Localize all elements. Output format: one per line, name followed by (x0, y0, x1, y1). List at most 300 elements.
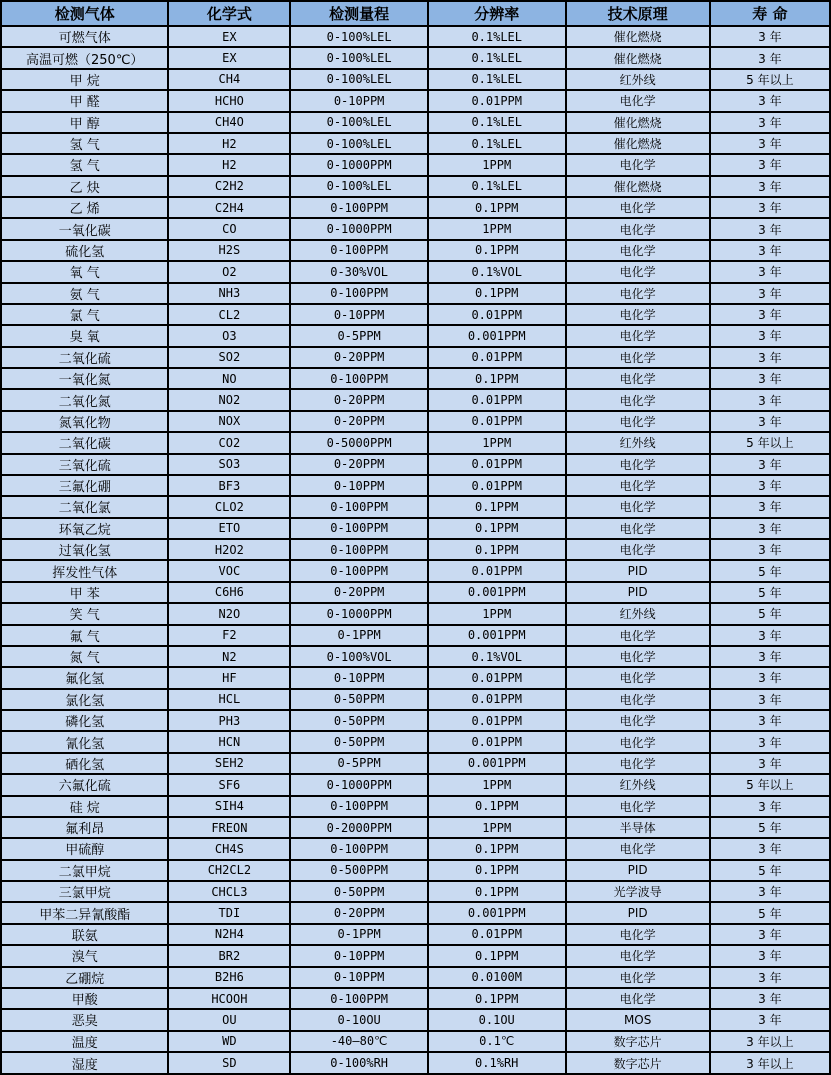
cell-resolution: 0.01PPM (428, 389, 566, 410)
cell-formula: EX (168, 47, 290, 68)
cell-range: 0-100%LEL (290, 26, 428, 47)
cell-gas: 硒化氢 (1, 753, 168, 774)
cell-formula: SO2 (168, 347, 290, 368)
cell-formula: H2 (168, 133, 290, 154)
table-row (1, 625, 830, 646)
cell-formula: CH2CL2 (168, 860, 290, 881)
table-row (1, 731, 830, 752)
cell-lifespan: 3 年 (710, 967, 830, 988)
table-row (1, 283, 830, 304)
cell-gas: 氮 气 (1, 646, 168, 667)
table-row (1, 518, 830, 539)
cell-principle: 电化学 (566, 838, 710, 859)
cell-formula: C6H6 (168, 582, 290, 603)
cell-lifespan: 3 年 (710, 475, 830, 496)
cell-gas: 甲酸 (1, 988, 168, 1009)
cell-range: 0-100%VOL (290, 646, 428, 667)
cell-formula: SEH2 (168, 753, 290, 774)
cell-lifespan: 5 年 (710, 582, 830, 603)
cell-lifespan: 5 年以上 (710, 774, 830, 795)
cell-formula: EX (168, 26, 290, 47)
cell-gas: 乙 烯 (1, 197, 168, 218)
table-row (1, 967, 830, 988)
cell-formula: CH4S (168, 838, 290, 859)
cell-range: 0-5PPM (290, 325, 428, 346)
cell-range: 0-10PPM (290, 945, 428, 966)
cell-resolution: 0.1PPM (428, 368, 566, 389)
table-row (1, 90, 830, 111)
cell-principle: PID (566, 560, 710, 581)
cell-range: 0-5PPM (290, 753, 428, 774)
cell-principle: 电化学 (566, 796, 710, 817)
cell-resolution: 1PPM (428, 218, 566, 239)
cell-lifespan: 3 年 (710, 988, 830, 1009)
table-header (1, 1, 830, 26)
cell-range: 0-100PPM (290, 796, 428, 817)
cell-principle: 电化学 (566, 945, 710, 966)
table-row (1, 988, 830, 1009)
table-row (1, 753, 830, 774)
cell-gas: 氯化氢 (1, 689, 168, 710)
cell-gas: 二氧化氮 (1, 389, 168, 410)
cell-formula: NO2 (168, 389, 290, 410)
cell-gas: 甲硫醇 (1, 838, 168, 859)
cell-resolution: 0.1OU (428, 1009, 566, 1030)
cell-resolution: 0.1%VOL (428, 646, 566, 667)
cell-range: 0-100PPM (290, 368, 428, 389)
cell-gas: 氢 气 (1, 154, 168, 175)
cell-range: 0-1PPM (290, 625, 428, 646)
table-row (1, 796, 830, 817)
cell-principle: 数字芯片 (566, 1031, 710, 1052)
cell-gas: 氮氧化物 (1, 411, 168, 432)
cell-principle: 电化学 (566, 218, 710, 239)
cell-formula: ETO (168, 518, 290, 539)
cell-resolution: 0.1%LEL (428, 112, 566, 133)
cell-lifespan: 3 年 (710, 133, 830, 154)
column-header-formula: 化学式 (168, 1, 290, 26)
cell-resolution: 0.1PPM (428, 283, 566, 304)
cell-lifespan: 3 年 (710, 90, 830, 111)
cell-resolution: 0.01PPM (428, 924, 566, 945)
cell-principle: 电化学 (566, 518, 710, 539)
cell-range: 0-100%LEL (290, 69, 428, 90)
cell-principle: 电化学 (566, 261, 710, 282)
cell-range: 0-100PPM (290, 283, 428, 304)
cell-range: 0-100%LEL (290, 133, 428, 154)
cell-lifespan: 3 年 (710, 539, 830, 560)
cell-principle: 电化学 (566, 304, 710, 325)
cell-gas: 氢 气 (1, 133, 168, 154)
cell-principle: 电化学 (566, 240, 710, 261)
cell-range: 0-100%RH (290, 1052, 428, 1074)
cell-resolution: 0.1PPM (428, 539, 566, 560)
table-row (1, 389, 830, 410)
cell-resolution: 0.01PPM (428, 689, 566, 710)
cell-formula: B2H6 (168, 967, 290, 988)
cell-formula: NO (168, 368, 290, 389)
table-row (1, 838, 830, 859)
cell-principle: 红外线 (566, 432, 710, 453)
cell-lifespan: 3 年 (710, 945, 830, 966)
cell-lifespan: 5 年 (710, 902, 830, 923)
cell-principle: 催化燃烧 (566, 47, 710, 68)
cell-resolution: 0.1PPM (428, 240, 566, 261)
table-row (1, 432, 830, 453)
cell-range: 0-100PPM (290, 496, 428, 517)
cell-principle: 电化学 (566, 154, 710, 175)
cell-lifespan: 3 年 (710, 625, 830, 646)
cell-resolution: 1PPM (428, 154, 566, 175)
cell-gas: 氧 气 (1, 261, 168, 282)
cell-principle: 电化学 (566, 924, 710, 945)
cell-range: 0-20PPM (290, 582, 428, 603)
cell-range: 0-50PPM (290, 881, 428, 902)
cell-lifespan: 5 年以上 (710, 69, 830, 90)
cell-resolution: 0.01PPM (428, 710, 566, 731)
cell-gas: 氰化氢 (1, 731, 168, 752)
cell-principle: 电化学 (566, 539, 710, 560)
cell-range: 0-20PPM (290, 902, 428, 923)
cell-formula: HCN (168, 731, 290, 752)
cell-formula: CO2 (168, 432, 290, 453)
cell-gas: 乙硼烷 (1, 967, 168, 988)
cell-resolution: 1PPM (428, 817, 566, 838)
cell-gas: 三氯甲烷 (1, 881, 168, 902)
cell-principle: 电化学 (566, 646, 710, 667)
cell-resolution: 0.1PPM (428, 860, 566, 881)
cell-lifespan: 3 年 (710, 304, 830, 325)
cell-range: 0-1000PPM (290, 603, 428, 624)
cell-resolution: 0.001PPM (428, 753, 566, 774)
table-row (1, 176, 830, 197)
table-row (1, 1031, 830, 1052)
cell-lifespan: 3 年 (710, 154, 830, 175)
cell-gas: 氟化氢 (1, 667, 168, 688)
cell-gas: 环氧乙烷 (1, 518, 168, 539)
cell-principle: 电化学 (566, 197, 710, 218)
cell-formula: CL2 (168, 304, 290, 325)
cell-principle: 电化学 (566, 731, 710, 752)
cell-range: 0-20PPM (290, 389, 428, 410)
cell-formula: CH4O (168, 112, 290, 133)
cell-range: 0-100%LEL (290, 176, 428, 197)
cell-lifespan: 3 年 (710, 1009, 830, 1030)
table-row (1, 560, 830, 581)
cell-principle: 光学波导 (566, 881, 710, 902)
table-row (1, 240, 830, 261)
cell-range: 0-100PPM (290, 539, 428, 560)
table-row (1, 154, 830, 175)
cell-lifespan: 5 年 (710, 603, 830, 624)
cell-range: 0-30%VOL (290, 261, 428, 282)
column-header-lifespan: 寿 命 (710, 1, 830, 26)
cell-gas: 一氧化氮 (1, 368, 168, 389)
cell-range: 0-20PPM (290, 454, 428, 475)
cell-resolution: 0.01PPM (428, 731, 566, 752)
cell-formula: C2H2 (168, 176, 290, 197)
table-row (1, 881, 830, 902)
cell-range: 0-50PPM (290, 710, 428, 731)
table-row (1, 261, 830, 282)
cell-range: 0-100PPM (290, 560, 428, 581)
cell-gas: 甲 醛 (1, 90, 168, 111)
cell-formula: HCHO (168, 90, 290, 111)
cell-lifespan: 3 年 (710, 197, 830, 218)
table-row (1, 1052, 830, 1074)
cell-principle: 电化学 (566, 90, 710, 111)
cell-formula: PH3 (168, 710, 290, 731)
cell-formula: NH3 (168, 283, 290, 304)
cell-principle: 电化学 (566, 389, 710, 410)
cell-formula: WD (168, 1031, 290, 1052)
cell-resolution: 0.001PPM (428, 582, 566, 603)
cell-gas: 氨 气 (1, 283, 168, 304)
cell-principle: 电化学 (566, 283, 710, 304)
cell-formula: TDI (168, 902, 290, 923)
cell-gas: 硫化氢 (1, 240, 168, 261)
cell-gas: 三氧化硫 (1, 454, 168, 475)
cell-range: 0-20PPM (290, 411, 428, 432)
cell-range: 0-100PPM (290, 518, 428, 539)
table-row (1, 496, 830, 517)
cell-formula: HF (168, 667, 290, 688)
cell-lifespan: 3 年 (710, 389, 830, 410)
cell-gas: 甲 烷 (1, 69, 168, 90)
cell-range: -40—80℃ (290, 1031, 428, 1052)
cell-resolution: 0.01PPM (428, 560, 566, 581)
cell-lifespan: 3 年 (710, 753, 830, 774)
cell-formula: CHCL3 (168, 881, 290, 902)
cell-gas: 高温可燃（250℃） (1, 47, 168, 68)
cell-resolution: 0.1℃ (428, 1031, 566, 1052)
cell-formula: SO3 (168, 454, 290, 475)
cell-resolution: 0.001PPM (428, 902, 566, 923)
cell-formula: CLO2 (168, 496, 290, 517)
cell-lifespan: 3 年 (710, 710, 830, 731)
cell-gas: 臭 氧 (1, 325, 168, 346)
cell-range: 0-10OU (290, 1009, 428, 1030)
table-row (1, 368, 830, 389)
cell-resolution: 0.01PPM (428, 347, 566, 368)
cell-formula: H2S (168, 240, 290, 261)
cell-resolution: 0.1PPM (428, 988, 566, 1009)
cell-gas: 二氧化碳 (1, 432, 168, 453)
cell-range: 0-500PPM (290, 860, 428, 881)
cell-lifespan: 5 年 (710, 860, 830, 881)
cell-formula: N2 (168, 646, 290, 667)
cell-resolution: 0.01PPM (428, 411, 566, 432)
cell-gas: 二氧化氯 (1, 496, 168, 517)
cell-range: 0-1000PPM (290, 154, 428, 175)
cell-range: 0-10PPM (290, 304, 428, 325)
cell-gas: 磷化氢 (1, 710, 168, 731)
cell-range: 0-20PPM (290, 347, 428, 368)
cell-gas: 硅 烷 (1, 796, 168, 817)
cell-principle: 电化学 (566, 325, 710, 346)
cell-principle: 半导体 (566, 817, 710, 838)
cell-gas: 甲苯二异氰酸酯 (1, 902, 168, 923)
cell-principle: 电化学 (566, 411, 710, 432)
table-row (1, 133, 830, 154)
cell-formula: SF6 (168, 774, 290, 795)
cell-principle: 电化学 (566, 454, 710, 475)
cell-resolution: 1PPM (428, 774, 566, 795)
cell-range: 0-10PPM (290, 475, 428, 496)
cell-principle: 电化学 (566, 625, 710, 646)
table-row (1, 347, 830, 368)
cell-lifespan: 3 年 (710, 411, 830, 432)
cell-lifespan: 3 年以上 (710, 1052, 830, 1074)
cell-gas: 二氧化硫 (1, 347, 168, 368)
cell-formula: OU (168, 1009, 290, 1030)
table-row (1, 902, 830, 923)
table-row (1, 325, 830, 346)
cell-resolution: 0.1PPM (428, 881, 566, 902)
table-row (1, 539, 830, 560)
cell-resolution: 0.01PPM (428, 475, 566, 496)
cell-range: 0-1000PPM (290, 774, 428, 795)
table-row (1, 710, 830, 731)
cell-range: 0-5000PPM (290, 432, 428, 453)
cell-range: 0-1PPM (290, 924, 428, 945)
cell-gas: 甲 苯 (1, 582, 168, 603)
cell-resolution: 0.01PPM (428, 454, 566, 475)
cell-gas: 六氟化硫 (1, 774, 168, 795)
cell-resolution: 0.1%LEL (428, 133, 566, 154)
cell-resolution: 0.1%LEL (428, 47, 566, 68)
cell-range: 0-100%LEL (290, 112, 428, 133)
cell-lifespan: 3 年 (710, 838, 830, 859)
cell-lifespan: 3 年 (710, 283, 830, 304)
cell-gas: 一氧化碳 (1, 218, 168, 239)
table-row (1, 689, 830, 710)
cell-resolution: 0.1%RH (428, 1052, 566, 1074)
cell-lifespan: 3 年 (710, 667, 830, 688)
cell-principle: PID (566, 582, 710, 603)
column-header-range: 检测量程 (290, 1, 428, 26)
cell-gas: 挥发性气体 (1, 560, 168, 581)
cell-lifespan: 3 年 (710, 368, 830, 389)
cell-principle: 红外线 (566, 774, 710, 795)
cell-formula: N2H4 (168, 924, 290, 945)
cell-gas: 二氯甲烷 (1, 860, 168, 881)
cell-gas: 可燃气体 (1, 26, 168, 47)
cell-gas: 甲 醇 (1, 112, 168, 133)
cell-resolution: 0.1PPM (428, 945, 566, 966)
table-row (1, 817, 830, 838)
cell-lifespan: 3 年 (710, 518, 830, 539)
table-row (1, 304, 830, 325)
gas-table-body (1, 26, 830, 1074)
cell-formula: H2 (168, 154, 290, 175)
column-header-resolution: 分辨率 (428, 1, 566, 26)
cell-range: 0-50PPM (290, 689, 428, 710)
cell-principle: MOS (566, 1009, 710, 1030)
table-row (1, 218, 830, 239)
cell-lifespan: 3 年 (710, 218, 830, 239)
table-row (1, 603, 830, 624)
cell-lifespan: 3 年 (710, 881, 830, 902)
cell-lifespan: 3 年 (710, 796, 830, 817)
cell-resolution: 0.1PPM (428, 197, 566, 218)
cell-formula: BF3 (168, 475, 290, 496)
cell-range: 0-100%LEL (290, 47, 428, 68)
cell-principle: 电化学 (566, 496, 710, 517)
cell-principle: PID (566, 902, 710, 923)
cell-resolution: 0.0100M (428, 967, 566, 988)
cell-range: 0-100PPM (290, 838, 428, 859)
cell-principle: 催化燃烧 (566, 112, 710, 133)
cell-resolution: 0.001PPM (428, 625, 566, 646)
cell-lifespan: 3 年 (710, 26, 830, 47)
table-row (1, 860, 830, 881)
table-row (1, 112, 830, 133)
cell-lifespan: 3 年 (710, 496, 830, 517)
cell-formula: H2O2 (168, 539, 290, 560)
cell-range: 0-1000PPM (290, 218, 428, 239)
table-row (1, 197, 830, 218)
cell-resolution: 0.1PPM (428, 518, 566, 539)
table-row (1, 411, 830, 432)
cell-range: 0-100PPM (290, 988, 428, 1009)
cell-range: 0-100PPM (290, 240, 428, 261)
cell-principle: 电化学 (566, 475, 710, 496)
cell-lifespan: 3 年 (710, 454, 830, 475)
cell-lifespan: 3 年 (710, 347, 830, 368)
cell-formula: BR2 (168, 945, 290, 966)
cell-principle: 电化学 (566, 347, 710, 368)
cell-resolution: 0.1PPM (428, 496, 566, 517)
cell-formula: HCL (168, 689, 290, 710)
cell-resolution: 0.1%VOL (428, 261, 566, 282)
cell-formula: N2O (168, 603, 290, 624)
table-row (1, 945, 830, 966)
cell-resolution: 0.001PPM (428, 325, 566, 346)
cell-formula: O2 (168, 261, 290, 282)
cell-formula: NOX (168, 411, 290, 432)
cell-principle: 数字芯片 (566, 1052, 710, 1074)
cell-principle: 电化学 (566, 689, 710, 710)
column-header-gas: 检测气体 (1, 1, 168, 26)
cell-lifespan: 3 年 (710, 47, 830, 68)
cell-resolution: 0.1%LEL (428, 26, 566, 47)
cell-principle: 电化学 (566, 753, 710, 774)
cell-gas: 湿度 (1, 1052, 168, 1074)
cell-resolution: 1PPM (428, 603, 566, 624)
cell-lifespan: 3 年 (710, 261, 830, 282)
cell-principle: 催化燃烧 (566, 176, 710, 197)
cell-gas: 溴气 (1, 945, 168, 966)
table-row (1, 26, 830, 47)
cell-lifespan: 3 年 (710, 112, 830, 133)
cell-gas: 恶臭 (1, 1009, 168, 1030)
table-row (1, 667, 830, 688)
cell-range: 0-50PPM (290, 731, 428, 752)
cell-principle: 电化学 (566, 988, 710, 1009)
cell-lifespan: 3 年 (710, 240, 830, 261)
cell-formula: C2H4 (168, 197, 290, 218)
cell-range: 0-2000PPM (290, 817, 428, 838)
cell-formula: SIH4 (168, 796, 290, 817)
cell-formula: F2 (168, 625, 290, 646)
table-row (1, 924, 830, 945)
cell-gas: 氟利昂 (1, 817, 168, 838)
table-row (1, 774, 830, 795)
cell-principle: 催化燃烧 (566, 133, 710, 154)
cell-formula: VOC (168, 560, 290, 581)
cell-lifespan: 3 年 (710, 924, 830, 945)
